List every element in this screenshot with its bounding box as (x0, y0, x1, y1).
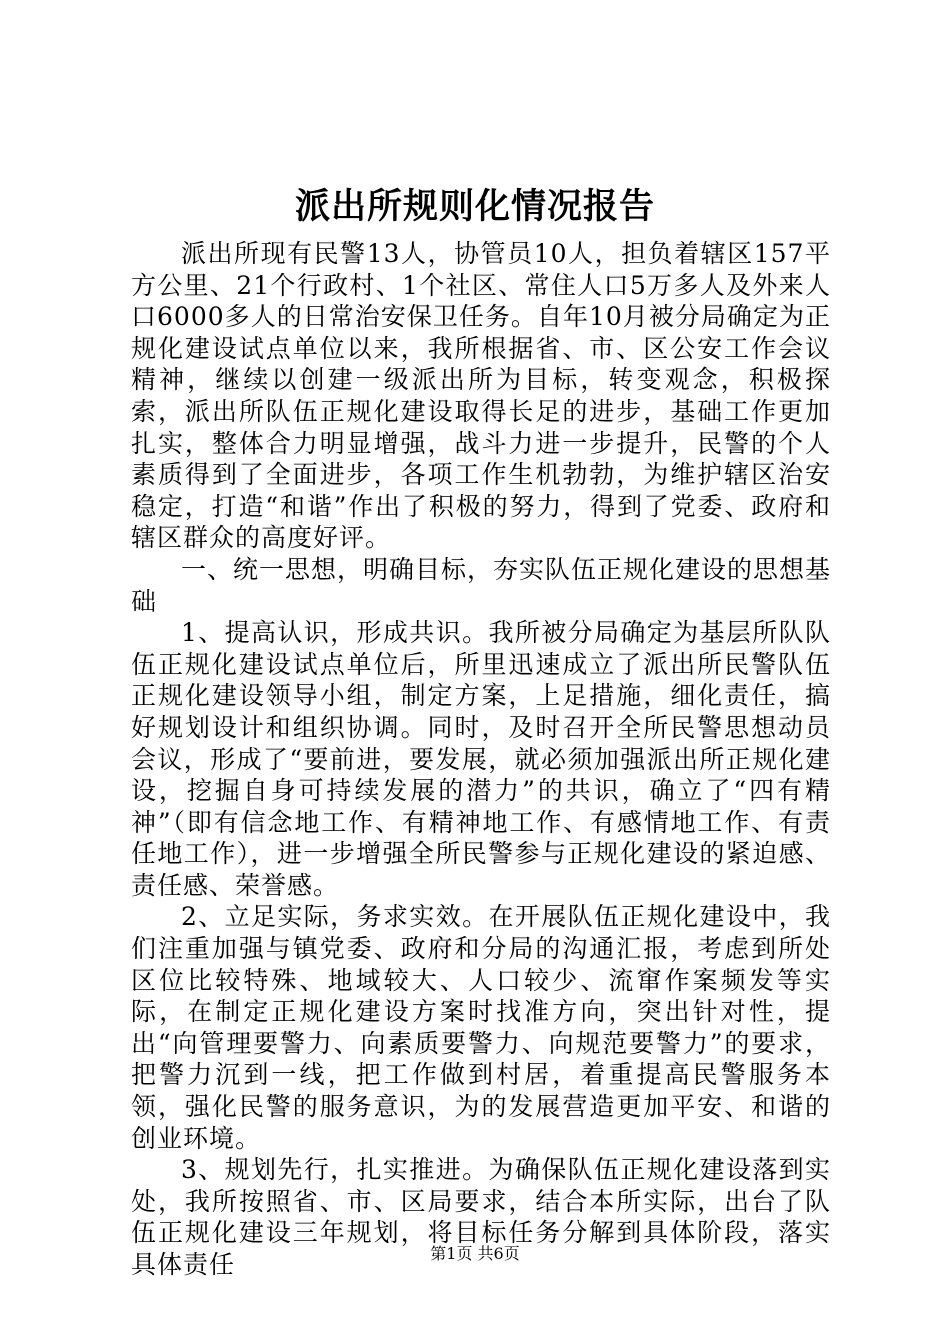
page-number-footer: 第1页 共6页 (430, 1244, 520, 1263)
item-paragraph-3: 3、规划先行，扎实推进。为确保队伍正规化建设落到实处，我所按照省、市、区局要求，结合本所实际，出台了队伍正规化建设三年规划，将目标任务分解到具体阶段，落实具体责任 (131, 1155, 831, 1279)
intro-paragraph: 派出所现有民警13人，协管员10人，担负着辖区157平方公里、21个行政村、1个社区、常住人口5万多人及外来人口6000多人的日常治安保卫任务。自年10月被分局确定为正规化建设试点单位以来，我所根据省、市、区公安工作会议精神，继续以创建一级派出所为目标，转变观念，积极探索，派出所队伍正规化建设取得长足的进步，基础工作更加扎实，整体合力明显增强，战斗力进一步提升，民警的个人素质得到了全面进步，各项工作生机勃勃，为维护辖区治安稳定，打造“和谐”作出了积极的努力，得到了党委、政府和辖区群众的高度好评。 (131, 239, 831, 553)
item-paragraph-1: 1、提高认识，形成共识。我所被分局确定为基层所队队伍正规化建设试点单位后，所里迅速成立了派出所民警队伍正规化建设领导小组，制定方案，上足措施，细化责任，搞好规划设计和组织协调。同时，及时召开全所民警思想动员会议，形成了“要前进，要发展，就必须加强派出所正规化建设，挖掘自身可持续发展的潜力”的共识，确立了“四有精神”（即有信念地工作、有精神地工作、有感情地工作、有责任地工作），进一步增强全所民警参与正规化建设的紧迫感、责任感、荣誉感。 (131, 618, 831, 900)
section-heading-1: 一、统一思想，明确目标，夯实队伍正规化建设的思想基础 (131, 554, 832, 616)
document-body (131, 238, 831, 1281)
document-title: 派出所规则化情况报告 (294, 186, 655, 227)
item-paragraph-2: 2、立足实际，务求实效。在开展队伍正规化建设中，我们注重加强与镇党委、政府和分局的沟通汇报，考虑到所处区位比较特殊、地域较大、人口较少、流窜作案频发等实际，在制定正规化建设方案时找准方向，突出针对性，提出“向管理要警力、向素质要警力、向规范要警力”的要求，把警力沉到一线，把工作做到村居，着重提高民警服务本领，强化民警的服务意识，为的发展营造更加平安、和谐的创业环境。 (131, 902, 831, 1153)
